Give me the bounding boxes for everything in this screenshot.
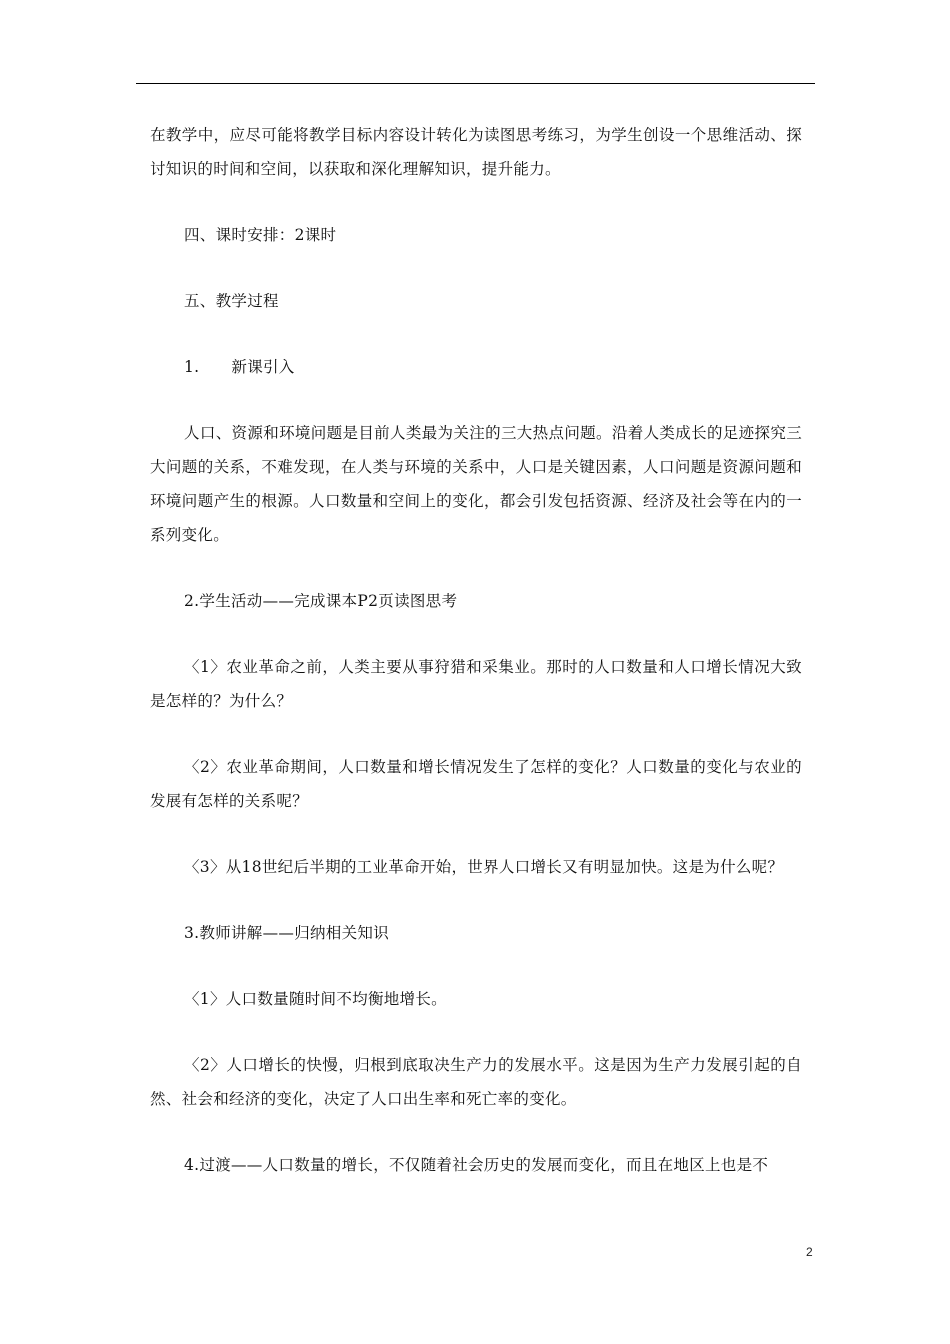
- section-heading-schedule: 四、课时安排：2课时: [184, 226, 337, 244]
- numbered-item-intro: [150, 350, 802, 384]
- item-text: 新课引入: [231, 358, 295, 376]
- page-number: 2: [806, 1245, 813, 1259]
- question-3: 〈3〉从18世纪后半期的工业革命开始，世界人口增长又有明显加快。这是为什么呢？: [184, 858, 784, 876]
- question-1: 〈1〉农业革命之前，人类主要从事狩猎和采集业。那时的人口数量和人口增长情况大致是怎样的？为什么？: [150, 658, 802, 710]
- header-rule: [136, 83, 815, 84]
- paragraph-intro: 人口、资源和环境问题是目前人类最为关注的三大热点问题。沿着人类成长的足迹探究三大问题的关系，不难发现，在人类与环境的关系中，人口是关键因素，人口问题是资源问题和环境问题产生的根源。人口数量和空间上的变化，都会引发包括资源、经济及社会等在内的一系列变化。: [150, 424, 802, 544]
- document-body: [150, 118, 802, 1214]
- paragraph-teaching-note: 在教学中，应尽可能将教学目标内容设计转化为读图思考练习，为学生创设一个思维活动、探讨知识的时间和空间，以获取和深化理解知识，提升能力。: [150, 126, 802, 178]
- point-1: 〈1〉人口数量随时间不均衡地增长。: [184, 990, 447, 1008]
- section-heading-process: 五、教学过程: [184, 292, 279, 310]
- step-teacher-explain: 3.教师讲解——归纳相关知识: [184, 924, 389, 942]
- step-transition: 4.过渡——人口数量的增长，不仅随着社会历史的发展而变化，而且在地区上也是不: [184, 1156, 769, 1174]
- step-student-activity: 2.学生活动——完成课本P2页读图思考: [184, 592, 458, 610]
- point-2: 〈2〉人口增长的快慢，归根到底取决生产力的发展水平。这是因为生产力发展引起的自然、社会和经济的变化，决定了人口出生率和死亡率的变化。: [150, 1056, 802, 1108]
- question-2: 〈2〉农业革命期间，人口数量和增长情况发生了怎样的变化？人口数量的变化与农业的发展有怎样的关系呢？: [150, 758, 802, 810]
- item-number: 1.: [184, 358, 200, 376]
